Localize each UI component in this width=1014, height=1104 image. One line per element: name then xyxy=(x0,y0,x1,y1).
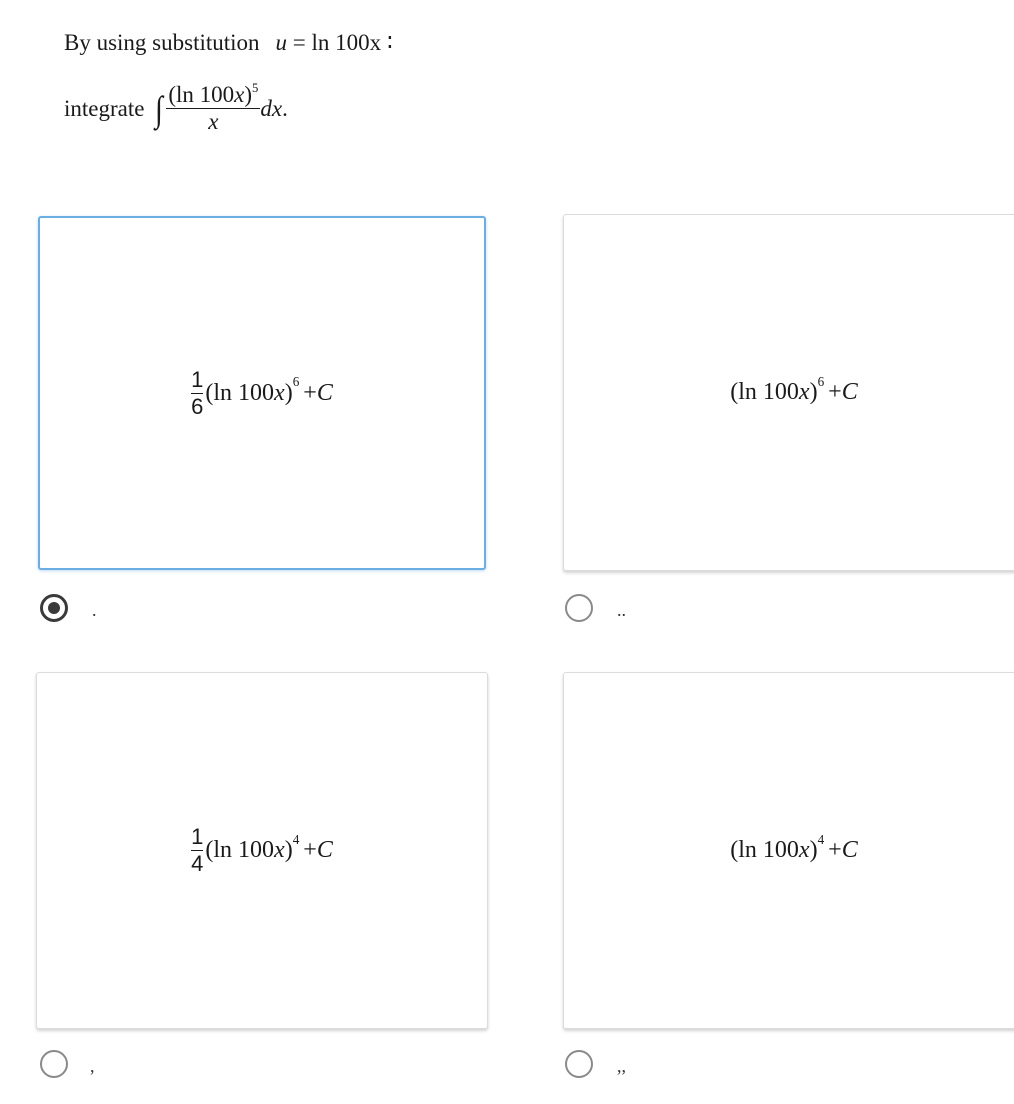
option-card-4[interactable] xyxy=(563,672,1014,1029)
option-label-2: .. xyxy=(617,600,626,620)
option-label-1: . xyxy=(92,600,97,620)
option-formula: $\frac{1}{4}$ (ln 100 x ) 4 + C xyxy=(191,824,333,876)
option-radio-3[interactable] xyxy=(40,1050,68,1078)
integrand-numerator: (ln 100x)$^5$ xyxy=(168,80,259,107)
option-formula: (ln 100 x ) 4 + C xyxy=(730,831,858,863)
option-formula: $\frac{1}{6}$ (ln 100 x ) 6 + C xyxy=(191,366,333,419)
option-radio-1[interactable] xyxy=(40,594,68,622)
option-formula: (ln 100 x ) 6 + C xyxy=(730,373,858,405)
integrand-fraction xyxy=(166,82,260,135)
question-line-1 xyxy=(64,30,393,56)
question-line-2: integrate ∫ $\frac{(\ln 100x)^5}{x}$ dx . xyxy=(64,80,288,134)
option-radio-2[interactable] xyxy=(565,594,593,622)
option-radio-4[interactable] xyxy=(565,1050,593,1078)
option-label-3: , xyxy=(90,1056,95,1076)
option-card-3[interactable] xyxy=(36,672,488,1029)
substitution-formula: u = ln 100x ∶ xyxy=(275,30,393,55)
coefficient-fraction: $\frac{1}{4}$ xyxy=(191,824,204,876)
integrate-text: integrate xyxy=(64,95,145,121)
integral-sign: ∫ xyxy=(155,88,164,129)
option-card-2[interactable] xyxy=(563,214,1014,571)
integrand-denominator: x xyxy=(208,109,219,134)
option-label-4: ,, xyxy=(617,1056,626,1076)
differential: dx xyxy=(260,95,283,121)
question-text: By using substitution xyxy=(64,30,260,55)
coefficient-fraction: $\frac{1}{6}$ xyxy=(191,366,204,419)
option-card-1[interactable] xyxy=(38,216,486,570)
